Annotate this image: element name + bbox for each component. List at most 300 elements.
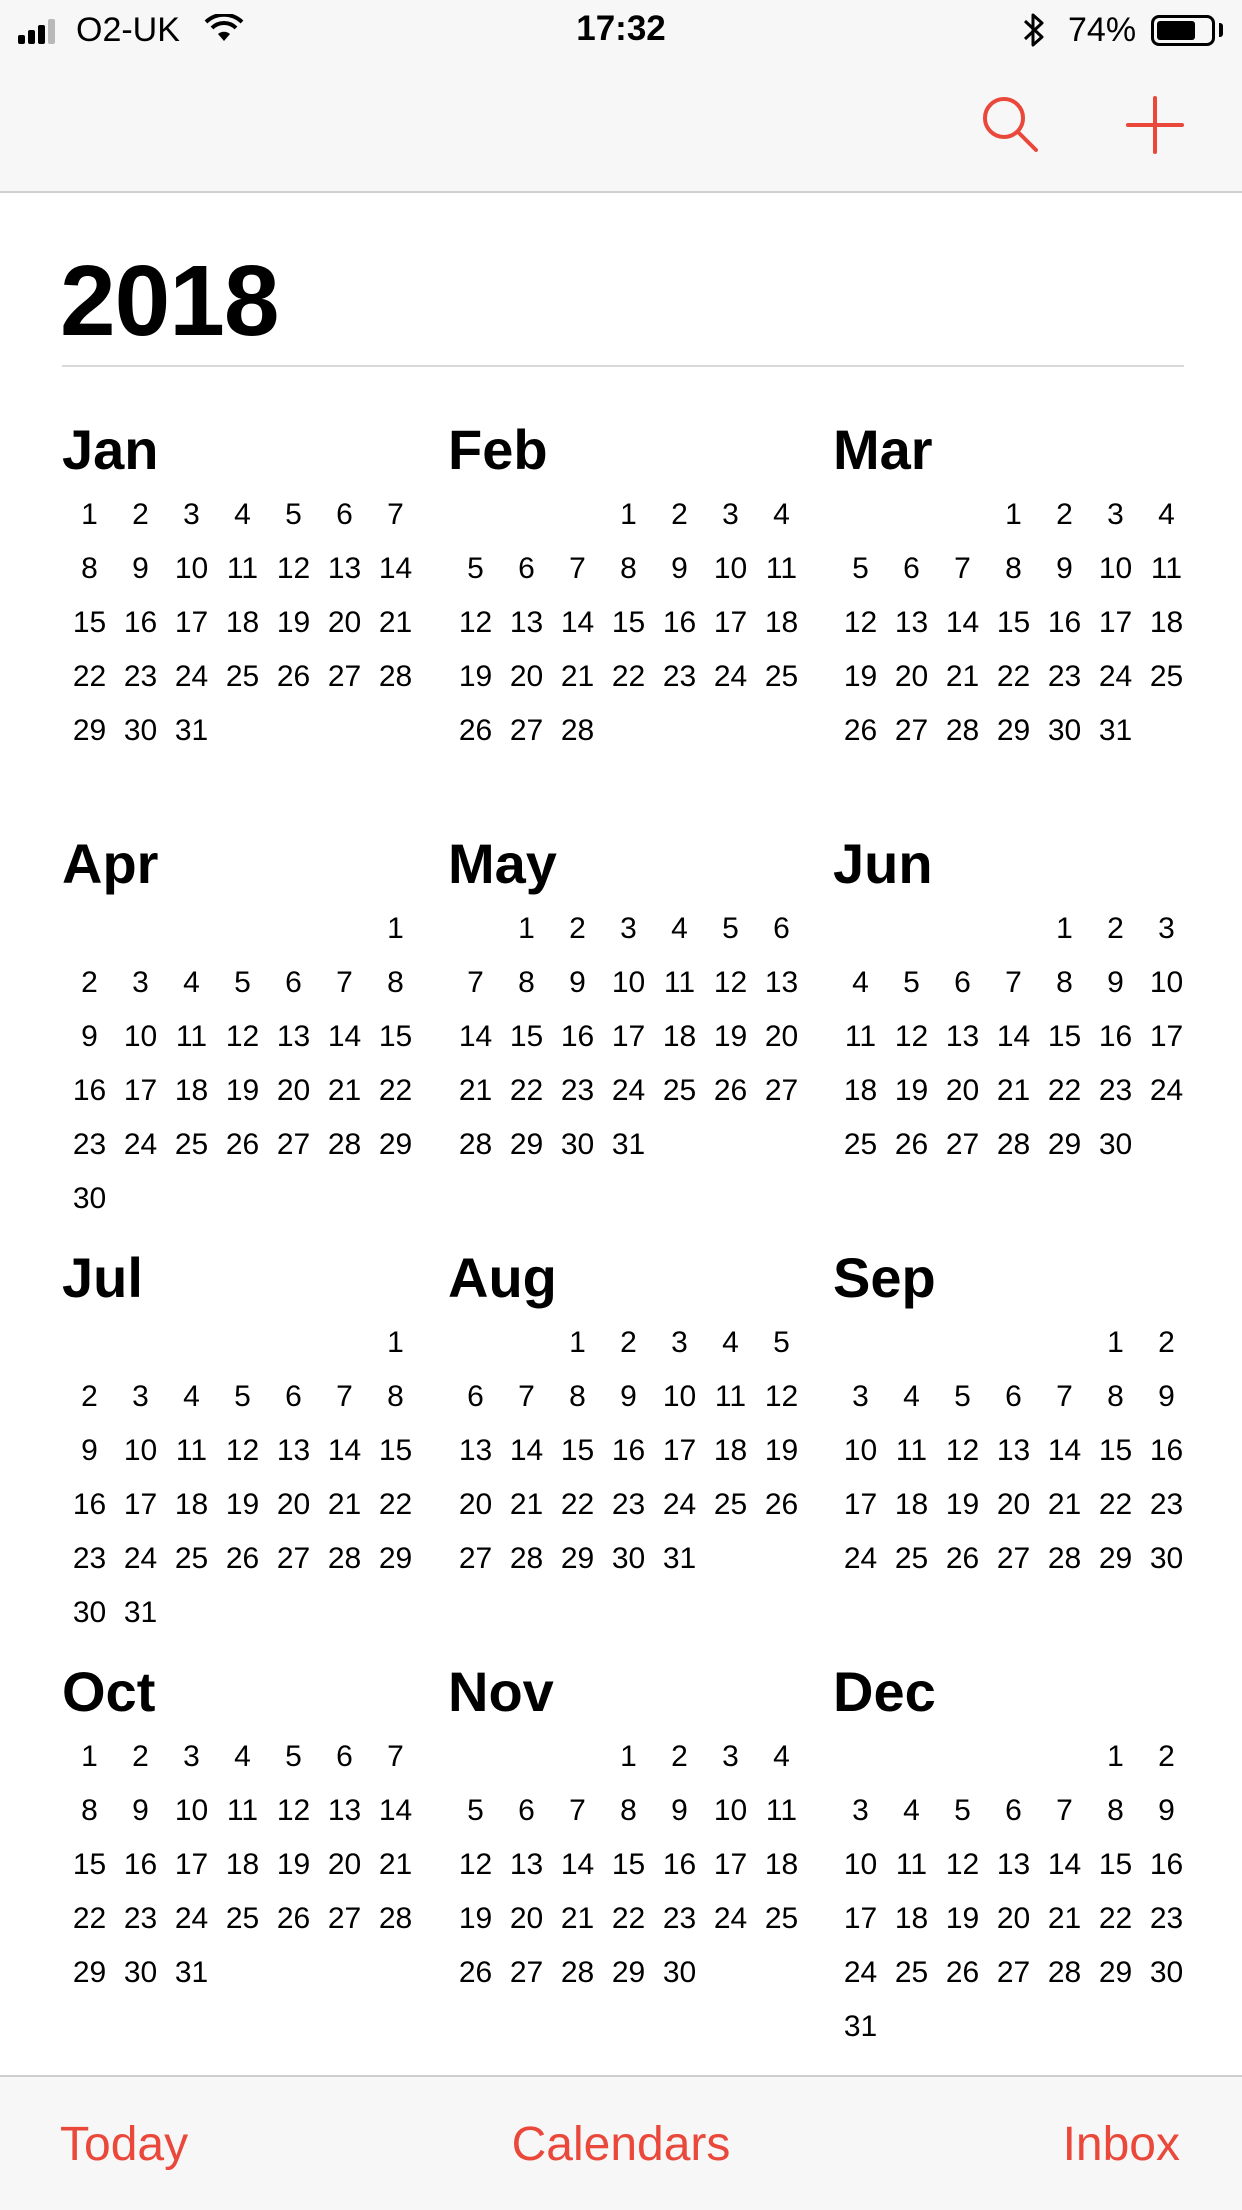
- day-cell[interactable]: 13: [327, 1794, 362, 1827]
- day-cell[interactable]: 23: [72, 1542, 107, 1575]
- day-cell[interactable]: 5: [954, 1794, 971, 1827]
- day-cell[interactable]: 12: [945, 1434, 980, 1467]
- day-cell[interactable]: 18: [225, 606, 260, 639]
- day-cell[interactable]: 27: [458, 1542, 493, 1575]
- day-cell[interactable]: 17: [174, 1848, 209, 1881]
- day-cell[interactable]: 16: [662, 606, 697, 639]
- day-cell[interactable]: 23: [560, 1074, 595, 1107]
- day-cell[interactable]: 20: [327, 1848, 362, 1881]
- day-cell[interactable]: 9: [132, 1794, 149, 1827]
- day-cell[interactable]: 21: [1047, 1902, 1082, 1935]
- day-cell[interactable]: 9: [569, 966, 586, 999]
- day-cell[interactable]: 29: [378, 1128, 413, 1161]
- month-jun[interactable]: [833, 832, 1193, 1172]
- day-cell[interactable]: 4: [183, 1380, 200, 1413]
- search-icon[interactable]: [980, 94, 1040, 159]
- day-cell[interactable]: 27: [327, 1902, 362, 1935]
- day-cell[interactable]: 28: [945, 714, 980, 747]
- day-cell[interactable]: 28: [1047, 1542, 1082, 1575]
- day-cell[interactable]: 25: [843, 1128, 878, 1161]
- day-cell[interactable]: 13: [276, 1020, 311, 1053]
- day-cell[interactable]: 9: [1107, 966, 1124, 999]
- day-cell[interactable]: 3: [852, 1794, 869, 1827]
- day-cell[interactable]: 15: [72, 606, 107, 639]
- day-cell[interactable]: 19: [225, 1488, 260, 1521]
- month-mar[interactable]: [833, 418, 1193, 758]
- day-cell[interactable]: 17: [611, 1020, 646, 1053]
- day-cell[interactable]: 14: [327, 1020, 362, 1053]
- day-cell[interactable]: 26: [225, 1128, 260, 1161]
- day-cell[interactable]: 7: [387, 498, 404, 531]
- day-cell[interactable]: 21: [560, 660, 595, 693]
- day-cell[interactable]: 6: [954, 966, 971, 999]
- day-cell[interactable]: 14: [560, 606, 595, 639]
- day-cell[interactable]: 31: [611, 1128, 646, 1161]
- day-cell[interactable]: 12: [945, 1848, 980, 1881]
- day-cell[interactable]: 12: [225, 1434, 260, 1467]
- day-cell[interactable]: 20: [276, 1074, 311, 1107]
- day-cell[interactable]: 11: [226, 552, 259, 585]
- day-cell[interactable]: 3: [183, 498, 200, 531]
- day-cell[interactable]: 5: [954, 1380, 971, 1413]
- day-cell[interactable]: 6: [903, 552, 920, 585]
- day-cell[interactable]: 30: [123, 714, 158, 747]
- day-cell[interactable]: 7: [569, 1794, 586, 1827]
- day-cell[interactable]: 1: [81, 1740, 98, 1773]
- day-cell[interactable]: 8: [81, 552, 98, 585]
- day-cell[interactable]: 23: [1149, 1902, 1184, 1935]
- day-cell[interactable]: 20: [996, 1488, 1031, 1521]
- day-cell[interactable]: 6: [285, 1380, 302, 1413]
- day-cell[interactable]: 28: [327, 1128, 362, 1161]
- day-cell[interactable]: 14: [996, 1020, 1031, 1053]
- day-cell[interactable]: 26: [458, 714, 493, 747]
- day-cell[interactable]: 26: [276, 1902, 311, 1935]
- day-cell[interactable]: 27: [894, 714, 929, 747]
- day-cell[interactable]: 15: [509, 1020, 544, 1053]
- day-cell[interactable]: 16: [662, 1848, 697, 1881]
- day-cell[interactable]: 4: [671, 912, 688, 945]
- day-cell[interactable]: 18: [843, 1074, 878, 1107]
- month-feb[interactable]: [448, 418, 808, 758]
- day-cell[interactable]: 16: [123, 1848, 158, 1881]
- day-cell[interactable]: 27: [276, 1542, 311, 1575]
- day-cell[interactable]: 28: [458, 1128, 493, 1161]
- day-cell[interactable]: 1: [81, 498, 98, 531]
- day-cell[interactable]: 26: [894, 1128, 929, 1161]
- day-cell[interactable]: 12: [843, 606, 878, 639]
- day-cell[interactable]: 10: [174, 1794, 209, 1827]
- day-cell[interactable]: 23: [1047, 660, 1082, 693]
- day-cell[interactable]: 22: [1098, 1902, 1133, 1935]
- day-cell[interactable]: 28: [560, 1956, 595, 1989]
- day-cell[interactable]: 24: [843, 1956, 878, 1989]
- day-cell[interactable]: 31: [662, 1542, 697, 1575]
- day-cell[interactable]: 3: [620, 912, 637, 945]
- day-cell[interactable]: 9: [1158, 1380, 1175, 1413]
- day-cell[interactable]: 19: [945, 1902, 980, 1935]
- month-dec[interactable]: [833, 1660, 1193, 2054]
- day-cell[interactable]: 28: [509, 1542, 544, 1575]
- day-cell[interactable]: 5: [467, 1794, 484, 1827]
- day-cell[interactable]: 8: [387, 1380, 404, 1413]
- day-cell[interactable]: 1: [1107, 1326, 1124, 1359]
- day-cell[interactable]: 9: [1056, 552, 1073, 585]
- day-cell[interactable]: 18: [174, 1074, 209, 1107]
- day-cell[interactable]: 2: [1056, 498, 1073, 531]
- month-jul[interactable]: [62, 1246, 422, 1640]
- day-cell[interactable]: 28: [1047, 1956, 1082, 1989]
- day-cell[interactable]: 17: [123, 1488, 158, 1521]
- day-cell[interactable]: 24: [1098, 660, 1133, 693]
- day-cell[interactable]: 24: [843, 1542, 878, 1575]
- day-cell[interactable]: 7: [336, 966, 353, 999]
- day-cell[interactable]: 18: [174, 1488, 209, 1521]
- day-cell[interactable]: 14: [378, 552, 413, 585]
- day-cell[interactable]: 31: [1098, 714, 1133, 747]
- day-cell[interactable]: 5: [722, 912, 739, 945]
- day-cell[interactable]: 15: [611, 1848, 646, 1881]
- calendars-button[interactable]: Calendars: [511, 2118, 731, 2171]
- day-cell[interactable]: 27: [945, 1128, 980, 1161]
- day-cell[interactable]: 21: [509, 1488, 544, 1521]
- day-cell[interactable]: 24: [713, 660, 748, 693]
- day-cell[interactable]: 7: [1056, 1380, 1073, 1413]
- day-cell[interactable]: 12: [894, 1020, 929, 1053]
- day-cell[interactable]: 6: [336, 498, 353, 531]
- day-cell[interactable]: 7: [467, 966, 484, 999]
- day-cell[interactable]: 2: [1107, 912, 1124, 945]
- day-cell[interactable]: 10: [123, 1020, 158, 1053]
- day-cell[interactable]: 11: [895, 1434, 928, 1467]
- day-cell[interactable]: 19: [764, 1434, 799, 1467]
- day-cell[interactable]: 25: [174, 1128, 209, 1161]
- day-cell[interactable]: 6: [518, 1794, 535, 1827]
- day-cell[interactable]: 18: [662, 1020, 697, 1053]
- day-cell[interactable]: 5: [852, 552, 869, 585]
- day-cell[interactable]: 4: [852, 966, 869, 999]
- day-cell[interactable]: 8: [620, 1794, 637, 1827]
- day-cell[interactable]: 5: [467, 552, 484, 585]
- day-cell[interactable]: 22: [72, 660, 107, 693]
- day-cell[interactable]: 15: [560, 1434, 595, 1467]
- month-apr[interactable]: [62, 832, 422, 1226]
- day-cell[interactable]: 5: [773, 1326, 790, 1359]
- day-cell[interactable]: 11: [175, 1434, 208, 1467]
- day-cell[interactable]: 2: [1158, 1326, 1175, 1359]
- day-cell[interactable]: 26: [458, 1956, 493, 1989]
- month-oct[interactable]: [62, 1660, 422, 2000]
- day-cell[interactable]: 11: [765, 552, 798, 585]
- day-cell[interactable]: 15: [378, 1020, 413, 1053]
- month-sep[interactable]: [833, 1246, 1193, 1586]
- day-cell[interactable]: 7: [954, 552, 971, 585]
- day-cell[interactable]: 15: [611, 606, 646, 639]
- day-cell[interactable]: 24: [123, 1128, 158, 1161]
- day-cell[interactable]: 2: [81, 966, 98, 999]
- day-cell[interactable]: 9: [671, 1794, 688, 1827]
- day-cell[interactable]: 17: [843, 1902, 878, 1935]
- day-cell[interactable]: 13: [509, 606, 544, 639]
- day-cell[interactable]: 8: [1056, 966, 1073, 999]
- day-cell[interactable]: 7: [1056, 1794, 1073, 1827]
- day-cell[interactable]: 3: [671, 1326, 688, 1359]
- day-cell[interactable]: 27: [276, 1128, 311, 1161]
- day-cell[interactable]: 25: [1149, 660, 1184, 693]
- day-cell[interactable]: 2: [132, 498, 149, 531]
- day-cell[interactable]: 4: [903, 1380, 920, 1413]
- day-cell[interactable]: 3: [132, 1380, 149, 1413]
- day-cell[interactable]: 2: [671, 1740, 688, 1773]
- day-cell[interactable]: 27: [996, 1956, 1031, 1989]
- day-cell[interactable]: 25: [894, 1542, 929, 1575]
- day-cell[interactable]: 9: [620, 1380, 637, 1413]
- day-cell[interactable]: 17: [843, 1488, 878, 1521]
- day-cell[interactable]: 12: [713, 966, 748, 999]
- month-may[interactable]: [448, 832, 808, 1172]
- month-jan[interactable]: [62, 418, 422, 758]
- day-cell[interactable]: 17: [1149, 1020, 1184, 1053]
- day-cell[interactable]: 23: [1149, 1488, 1184, 1521]
- day-cell[interactable]: 12: [276, 1794, 311, 1827]
- day-cell[interactable]: 13: [894, 606, 929, 639]
- day-cell[interactable]: 14: [1047, 1434, 1082, 1467]
- day-cell[interactable]: 12: [458, 606, 493, 639]
- day-cell[interactable]: 15: [378, 1434, 413, 1467]
- day-cell[interactable]: 21: [560, 1902, 595, 1935]
- day-cell[interactable]: 25: [225, 660, 260, 693]
- day-cell[interactable]: 13: [996, 1434, 1031, 1467]
- day-cell[interactable]: 16: [72, 1488, 107, 1521]
- day-cell[interactable]: 25: [662, 1074, 697, 1107]
- day-cell[interactable]: 22: [611, 660, 646, 693]
- day-cell[interactable]: 22: [996, 660, 1031, 693]
- day-cell[interactable]: 13: [458, 1434, 493, 1467]
- day-cell[interactable]: 20: [894, 660, 929, 693]
- today-button[interactable]: Today: [60, 2118, 189, 2171]
- day-cell[interactable]: 24: [174, 1902, 209, 1935]
- day-cell[interactable]: 26: [764, 1488, 799, 1521]
- day-cell[interactable]: 19: [843, 660, 878, 693]
- day-cell[interactable]: 5: [234, 966, 251, 999]
- day-cell[interactable]: 14: [378, 1794, 413, 1827]
- day-cell[interactable]: 18: [713, 1434, 748, 1467]
- add-event-icon[interactable]: [1126, 96, 1184, 159]
- day-cell[interactable]: 2: [569, 912, 586, 945]
- day-cell[interactable]: 19: [458, 660, 493, 693]
- day-cell[interactable]: 28: [560, 714, 595, 747]
- day-cell[interactable]: 10: [174, 552, 209, 585]
- day-cell[interactable]: 4: [234, 1740, 251, 1773]
- day-cell[interactable]: 27: [996, 1542, 1031, 1575]
- day-cell[interactable]: 14: [458, 1020, 493, 1053]
- day-cell[interactable]: 19: [458, 1902, 493, 1935]
- day-cell[interactable]: 1: [1107, 1740, 1124, 1773]
- day-cell[interactable]: 14: [1047, 1848, 1082, 1881]
- day-cell[interactable]: 6: [336, 1740, 353, 1773]
- day-cell[interactable]: 25: [225, 1902, 260, 1935]
- day-cell[interactable]: 23: [123, 1902, 158, 1935]
- day-cell[interactable]: 12: [458, 1848, 493, 1881]
- day-cell[interactable]: 16: [1098, 1020, 1133, 1053]
- day-cell[interactable]: 19: [276, 1848, 311, 1881]
- day-cell[interactable]: 3: [132, 966, 149, 999]
- day-cell[interactable]: 13: [327, 552, 362, 585]
- day-cell[interactable]: 11: [895, 1848, 928, 1881]
- day-cell[interactable]: 13: [764, 966, 799, 999]
- day-cell[interactable]: 16: [1047, 606, 1082, 639]
- day-cell[interactable]: 11: [1150, 552, 1183, 585]
- day-cell[interactable]: 19: [276, 606, 311, 639]
- day-cell[interactable]: 19: [894, 1074, 929, 1107]
- day-cell[interactable]: 4: [903, 1794, 920, 1827]
- day-cell[interactable]: 18: [764, 1848, 799, 1881]
- inbox-button[interactable]: Inbox: [1062, 2118, 1180, 2171]
- day-cell[interactable]: 1: [1005, 498, 1022, 531]
- day-cell[interactable]: 25: [764, 1902, 799, 1935]
- day-cell[interactable]: 29: [611, 1956, 646, 1989]
- day-cell[interactable]: 10: [843, 1848, 878, 1881]
- day-cell[interactable]: 9: [81, 1020, 98, 1053]
- month-aug[interactable]: [448, 1246, 808, 1586]
- day-cell[interactable]: 7: [387, 1740, 404, 1773]
- day-cell[interactable]: 25: [713, 1488, 748, 1521]
- day-cell[interactable]: 30: [1149, 1956, 1184, 1989]
- day-cell[interactable]: 30: [72, 1182, 107, 1215]
- day-cell[interactable]: 28: [327, 1542, 362, 1575]
- day-cell[interactable]: 29: [72, 1956, 107, 1989]
- day-cell[interactable]: 15: [1098, 1848, 1133, 1881]
- day-cell[interactable]: 22: [560, 1488, 595, 1521]
- day-cell[interactable]: 4: [773, 1740, 790, 1773]
- day-cell[interactable]: 10: [713, 1794, 748, 1827]
- day-cell[interactable]: 21: [378, 606, 413, 639]
- day-cell[interactable]: 19: [945, 1488, 980, 1521]
- day-cell[interactable]: 13: [509, 1848, 544, 1881]
- day-cell[interactable]: 10: [611, 966, 646, 999]
- day-cell[interactable]: 6: [1005, 1380, 1022, 1413]
- day-cell[interactable]: 30: [560, 1128, 595, 1161]
- day-cell[interactable]: 26: [713, 1074, 748, 1107]
- day-cell[interactable]: 24: [611, 1074, 646, 1107]
- day-cell[interactable]: 10: [713, 552, 748, 585]
- day-cell[interactable]: 30: [611, 1542, 646, 1575]
- day-cell[interactable]: 26: [843, 714, 878, 747]
- day-cell[interactable]: 30: [72, 1596, 107, 1629]
- day-cell[interactable]: 4: [234, 498, 251, 531]
- day-cell[interactable]: 15: [996, 606, 1031, 639]
- day-cell[interactable]: 20: [509, 1902, 544, 1935]
- day-cell[interactable]: 16: [72, 1074, 107, 1107]
- day-cell[interactable]: 14: [945, 606, 980, 639]
- day-cell[interactable]: 23: [72, 1128, 107, 1161]
- day-cell[interactable]: 4: [722, 1326, 739, 1359]
- month-nov[interactable]: [448, 1660, 808, 2000]
- day-cell[interactable]: 26: [945, 1542, 980, 1575]
- day-cell[interactable]: 20: [945, 1074, 980, 1107]
- day-cell[interactable]: 13: [945, 1020, 980, 1053]
- day-cell[interactable]: 16: [1149, 1848, 1184, 1881]
- day-cell[interactable]: 22: [611, 1902, 646, 1935]
- day-cell[interactable]: 6: [285, 966, 302, 999]
- day-cell[interactable]: 8: [518, 966, 535, 999]
- day-cell[interactable]: 8: [569, 1380, 586, 1413]
- day-cell[interactable]: 9: [671, 552, 688, 585]
- day-cell[interactable]: 23: [662, 1902, 697, 1935]
- day-cell[interactable]: 3: [183, 1740, 200, 1773]
- day-cell[interactable]: 29: [996, 714, 1031, 747]
- day-cell[interactable]: 1: [620, 1740, 637, 1773]
- day-cell[interactable]: 26: [276, 660, 311, 693]
- day-cell[interactable]: 29: [1098, 1542, 1133, 1575]
- day-cell[interactable]: 1: [569, 1326, 586, 1359]
- day-cell[interactable]: 6: [1005, 1794, 1022, 1827]
- day-cell[interactable]: 10: [1098, 552, 1133, 585]
- day-cell[interactable]: 23: [1098, 1074, 1133, 1107]
- day-cell[interactable]: 9: [1158, 1794, 1175, 1827]
- day-cell[interactable]: 23: [662, 660, 697, 693]
- day-cell[interactable]: 2: [671, 498, 688, 531]
- day-cell[interactable]: 27: [509, 714, 544, 747]
- day-cell[interactable]: 19: [713, 1020, 748, 1053]
- day-cell[interactable]: 3: [722, 1740, 739, 1773]
- day-cell[interactable]: 30: [1047, 714, 1082, 747]
- day-cell[interactable]: 26: [225, 1542, 260, 1575]
- day-cell[interactable]: 6: [773, 912, 790, 945]
- day-cell[interactable]: 14: [509, 1434, 544, 1467]
- day-cell[interactable]: 24: [123, 1542, 158, 1575]
- day-cell[interactable]: 17: [662, 1434, 697, 1467]
- day-cell[interactable]: 19: [225, 1074, 260, 1107]
- day-cell[interactable]: 28: [378, 1902, 413, 1935]
- day-cell[interactable]: 18: [764, 606, 799, 639]
- day-cell[interactable]: 29: [1047, 1128, 1082, 1161]
- day-cell[interactable]: 1: [518, 912, 535, 945]
- day-cell[interactable]: 24: [713, 1902, 748, 1935]
- day-cell[interactable]: 18: [894, 1902, 929, 1935]
- day-cell[interactable]: 4: [773, 498, 790, 531]
- day-cell[interactable]: 10: [662, 1380, 697, 1413]
- day-cell[interactable]: 7: [1005, 966, 1022, 999]
- day-cell[interactable]: 28: [378, 660, 413, 693]
- day-cell[interactable]: 10: [843, 1434, 878, 1467]
- day-cell[interactable]: 11: [844, 1020, 877, 1053]
- day-cell[interactable]: 12: [764, 1380, 799, 1413]
- day-cell[interactable]: 5: [285, 1740, 302, 1773]
- day-cell[interactable]: 30: [123, 1956, 158, 1989]
- day-cell[interactable]: 21: [327, 1488, 362, 1521]
- day-cell[interactable]: 23: [123, 660, 158, 693]
- day-cell[interactable]: 26: [945, 1956, 980, 1989]
- day-cell[interactable]: 3: [852, 1380, 869, 1413]
- day-cell[interactable]: 5: [285, 498, 302, 531]
- day-cell[interactable]: 3: [722, 498, 739, 531]
- day-cell[interactable]: 24: [662, 1488, 697, 1521]
- day-cell[interactable]: 8: [1005, 552, 1022, 585]
- day-cell[interactable]: 17: [123, 1074, 158, 1107]
- day-cell[interactable]: 5: [903, 966, 920, 999]
- day-cell[interactable]: 29: [560, 1542, 595, 1575]
- day-cell[interactable]: 2: [81, 1380, 98, 1413]
- day-cell[interactable]: 22: [378, 1074, 413, 1107]
- day-cell[interactable]: 11: [714, 1380, 747, 1413]
- day-cell[interactable]: 1: [387, 912, 404, 945]
- day-cell[interactable]: 8: [620, 552, 637, 585]
- day-cell[interactable]: 24: [174, 660, 209, 693]
- day-cell[interactable]: 6: [467, 1380, 484, 1413]
- day-cell[interactable]: 5: [234, 1380, 251, 1413]
- day-cell[interactable]: 2: [1158, 1740, 1175, 1773]
